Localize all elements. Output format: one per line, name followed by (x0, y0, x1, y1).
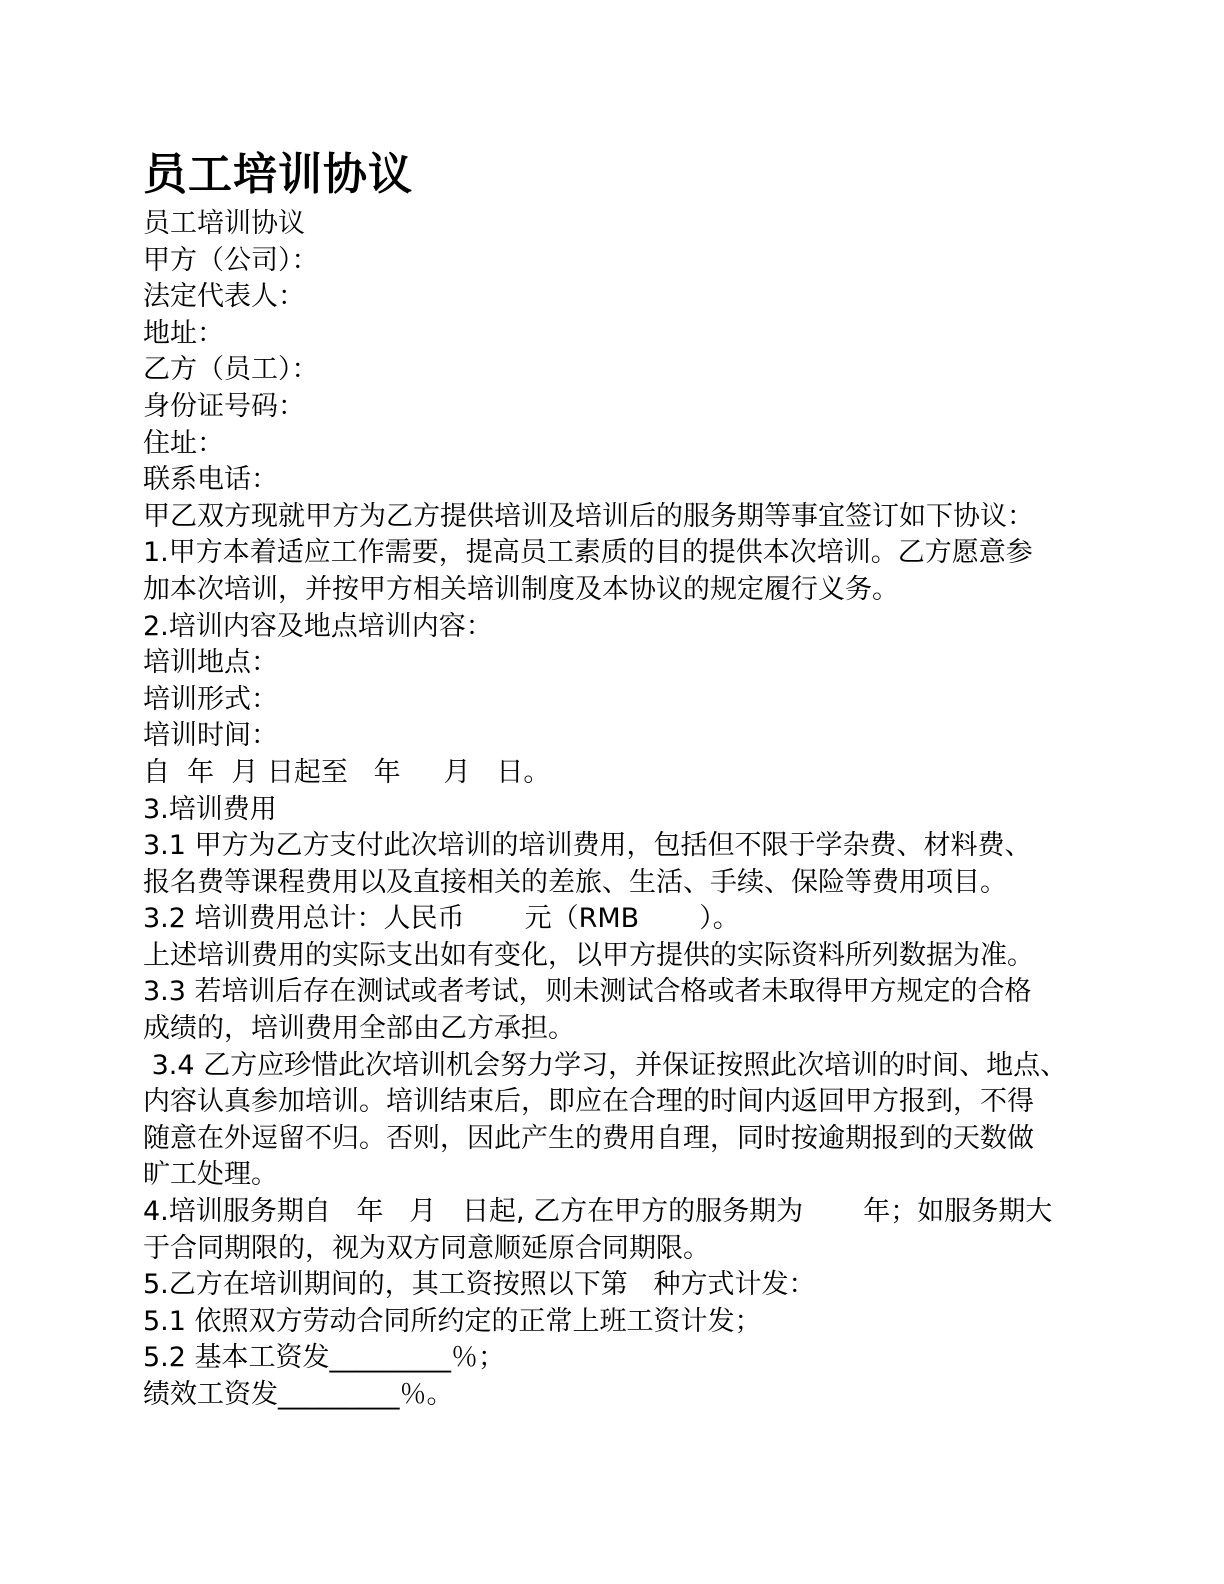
clause-3-4-line: 3.4 乙方应珍惜此次培训机会努力学习，并保证按照此次培训的时间、地点、 (143, 1049, 1068, 1081)
training-location-line: 培训地点： (143, 647, 278, 679)
clause-5-2-line: 5.2 基本工资发_________％； (143, 1342, 506, 1374)
clause-5-1-line: 5.1 依照双方劳动合同所约定的正常上班工资计发； (143, 1305, 762, 1337)
clause-3-3-line: 3.3 若培训后存在测试或者考试，则未测试合格或者未取得甲方规定的合格 (143, 976, 1032, 1008)
document-body (143, 206, 1083, 1414)
clause-3-2-note-line: 上述培训费用的实际支出如有变化，以甲方提供的实际资料所列数据为准。 (143, 939, 1034, 971)
training-format-line: 培训形式： (143, 683, 278, 715)
clause-3-2-line: 3.2 培训费用总计：人民币 元（RMB ）。 (143, 903, 740, 935)
preamble-line: 甲乙双方现就甲方为乙方提供培训及培训后的服务期等事宜签订如下协议： (143, 500, 1034, 532)
legal-rep-line: 法定代表人： (143, 281, 305, 313)
training-time-line: 培训时间： (143, 720, 278, 752)
clause-1-line: 1.甲方本着适应工作需要，提高员工素质的目的提供本次培训。乙方愿意参 (143, 537, 1033, 569)
clause-5-line: 5.乙方在培训期间的，其工资按照以下第 种方式计发： (143, 1269, 816, 1301)
clause-3-heading: 3.培训费用 (143, 793, 277, 825)
address-line: 地址： (143, 317, 224, 349)
clause-3-1-line: 报名费等课程费用以及直接相关的差旅、生活、手续、保险等费用项目。 (143, 866, 1007, 898)
residence-line: 住址： (143, 427, 224, 459)
clause-3-3-line: 成绩的，培训费用全部由乙方承担。 (143, 1013, 575, 1045)
clause-3-4-line: 随意在外逗留不归。否则，因此产生的费用自理，同时按逾期报到的天数做 (143, 1122, 1034, 1154)
clause-4-line: 于合同期限的，视为双方同意顺延原合同期限。 (143, 1232, 710, 1264)
party-a-line: 甲方（公司）： (143, 244, 319, 276)
clause-1-line: 加本次培训，并按甲方相关培训制度及本协议的规定履行义务。 (143, 573, 899, 605)
training-period-line: 自 年 月 日起至 年 月 日。 (143, 756, 551, 788)
party-b-line: 乙方（员工）： (143, 354, 319, 386)
clause-4-line: 4.培训服务期自 年 月 日起, 乙方在甲方的服务期为 年；如服务期大 (143, 1196, 1053, 1228)
subtitle-line: 员工培训协议 (143, 208, 305, 239)
clause-3-4-line: 旷工处理。 (143, 1159, 278, 1191)
document-page (143, 148, 1083, 1414)
id-number-line: 身份证号码： (143, 390, 305, 422)
clause-3-1-line: 3.1 甲方为乙方支付此次培训的培训费用，包括但不限于学杂费、材料费、 (143, 830, 1032, 862)
clause-3-4-line: 内容认真参加培训。培训结束后，即应在合理的时间内返回甲方报到，不得 (143, 1086, 1034, 1118)
clause-2-line: 2.培训内容及地点培训内容： (143, 610, 493, 642)
document-title: 员工培训协议 (143, 149, 413, 200)
performance-pay-line: 绩效工资发_________％。 (143, 1379, 454, 1410)
phone-line: 联系电话： (143, 464, 278, 496)
